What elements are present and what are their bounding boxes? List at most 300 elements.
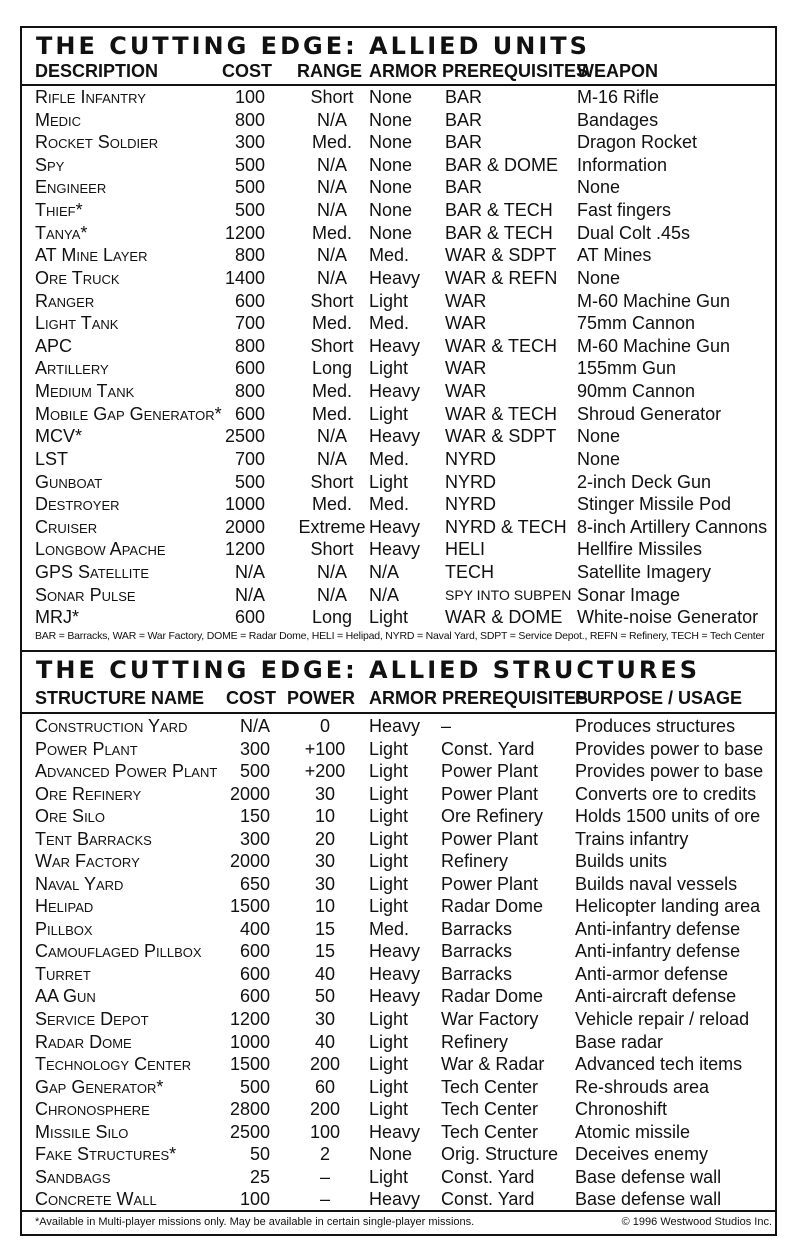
structure-cost: 600 [239,941,270,962]
unit-armor: None [369,222,413,243]
structure-name: Power Plant [35,738,138,759]
structure-armor: Light [369,896,409,917]
unit-armor: Light [369,607,409,628]
structure-prerequisites: Radar Dome [441,896,544,917]
structure-prerequisites: Orig. Structure [441,1144,559,1165]
structure-power: 15 [314,918,336,939]
structure-power: – [319,1189,330,1210]
structure-name: Gap Generator* [35,1076,164,1097]
structure-power: +100 [304,738,346,759]
table-row [35,963,776,986]
unit-range: Med. [311,403,353,424]
table-row [35,1143,776,1166]
unit-prerequisites: WAR & DOME [445,607,563,628]
structure-name: Turret [35,963,91,984]
unit-weapon: Information [577,154,668,175]
table-row [35,1053,776,1076]
unit-armor: Light [369,403,409,424]
unit-name: Spy [35,154,65,175]
structure-name: Concrete Wall [35,1189,157,1210]
unit-range: Long [311,358,353,379]
unit-weapon: Dual Colt .45s [577,222,691,243]
structure-prerequisites: Ore Refinery [441,806,544,827]
structures-title: THE CUTTING EDGE: ALLIED STRUCTURES [36,656,701,684]
unit-range: Long [311,607,353,628]
unit-range: N/A [316,154,347,175]
unit-cost: 100 [234,87,265,107]
unit-armor: Med. [369,313,410,334]
structure-cost: 2800 [229,1099,270,1120]
structure-armor: Light [369,1166,409,1187]
structure-cost: 300 [239,738,270,759]
unit-range: N/A [316,200,347,221]
unit-weapon: M-16 Rifle [577,87,660,107]
structure-armor: Heavy [369,1189,421,1210]
unit-range: Short [310,290,354,311]
table-row [35,918,776,941]
units-header-weapon: WEAPON [577,61,658,81]
table-row [35,380,776,403]
unit-cost: 500 [234,200,265,221]
unit-name: Artillery [35,358,109,379]
structures-header-power: POWER [287,688,356,708]
structure-purpose: Builds units [575,851,668,872]
unit-prerequisites: WAR & REFN [445,267,558,288]
unit-weapon: Bandages [577,109,659,130]
unit-prerequisites: HELI [445,539,486,560]
table-row [35,738,776,761]
unit-range: Med. [311,313,353,334]
unit-weapon: None [577,177,621,198]
structure-armor: Light [369,1099,409,1120]
structure-name: War Factory [35,851,140,872]
structure-prerequisites: Tech Center [441,1076,539,1097]
unit-weapon: M-60 Machine Gun [577,290,731,311]
unit-range: Med. [311,381,353,402]
structures-header-armor: ARMOR [369,688,437,708]
unit-cost: 2000 [224,516,265,537]
structure-armor: Heavy [369,716,421,736]
table-row [35,606,776,629]
unit-name: Tanya* [35,222,88,243]
table-row [35,131,776,154]
structure-name: Ore Refinery [35,783,142,804]
structure-prerequisites: Barracks [441,941,513,962]
unit-armor: Light [369,358,409,379]
units-header-description: DESCRIPTION [35,61,159,81]
structure-armor: Light [369,783,409,804]
unit-armor: None [369,87,413,107]
unit-armor: Light [369,290,409,311]
structure-armor: Light [369,1076,409,1097]
unit-weapon: 8-inch Artillery Cannons [577,516,768,537]
unit-cost: 600 [234,403,265,424]
unit-name: Destroyer [35,494,120,515]
structure-purpose: Builds naval vessels [575,873,738,894]
unit-cost: 700 [234,313,265,334]
structure-purpose: Converts ore to credits [575,783,757,804]
structure-purpose: Base defense wall [575,1166,722,1187]
structure-name: Sandbags [35,1166,111,1187]
table-row [35,244,776,267]
unit-armor: None [369,154,413,175]
footnote: *Available in Multi-player missions only. May be available in certain single-player missions. [35,1216,475,1228]
unit-prerequisites: BAR [445,109,483,130]
unit-range: N/A [316,448,347,469]
copyright: © 1996 Westwood Studios Inc. [621,1216,772,1228]
structure-name: Service Depot [35,1009,149,1030]
unit-armor: None [369,132,413,153]
unit-weapon: Dragon Rocket [577,132,698,153]
structure-name: Camouflaged Pillbox [35,941,202,962]
unit-name: MCV* [35,426,83,447]
table-row [35,1188,776,1211]
unit-cost: 1000 [224,494,265,515]
structure-armor: Light [369,806,409,827]
units-title: THE CUTTING EDGE: ALLIED UNITS [36,32,590,60]
structure-prerequisites: Barracks [441,918,513,939]
structure-power: 200 [309,1099,341,1120]
structure-armor: Heavy [369,941,421,962]
table-row [35,86,776,109]
structure-cost: 300 [239,828,270,849]
structures-header-cost: COST [226,688,277,708]
structure-cost: 1200 [229,1009,270,1030]
unit-weapon: Sonar Image [577,584,681,605]
structure-prerequisites: War Factory [441,1009,539,1030]
unit-prerequisites: WAR & TECH [445,403,558,424]
structure-cost: 2000 [229,783,270,804]
structure-cost: 500 [239,761,270,782]
unit-cost: 800 [234,245,265,266]
structure-prerequisites: Const. Yard [441,1166,535,1187]
unit-name: Thief* [35,200,83,221]
table-row [35,222,776,245]
structure-cost: 1000 [229,1031,270,1052]
unit-armor: Med. [369,494,410,515]
structure-cost: 2000 [229,851,270,872]
unit-weapon: None [577,267,621,288]
unit-name: Medic [35,109,82,130]
table-row [35,715,776,738]
structure-cost: 150 [239,806,270,827]
structure-purpose: Anti-armor defense [575,963,729,984]
structure-power: 40 [314,963,336,984]
table-row [35,448,776,471]
unit-prerequisites: NYRD [445,448,497,469]
structure-purpose: Trains infantry [575,828,689,849]
unit-prerequisites: BAR & TECH [445,222,553,243]
unit-name: Gunboat [35,471,103,492]
structures-header-prerequisites: PREREQUISITES [442,688,589,708]
unit-armor: Heavy [369,516,421,537]
unit-range: Med. [311,132,353,153]
unit-prerequisites: BAR [445,177,483,198]
unit-cost: 800 [234,381,265,402]
structure-purpose: Anti-infantry defense [575,941,741,962]
table-row [35,940,776,963]
table-row [35,1008,776,1031]
table-row [35,493,776,516]
unit-cost: 800 [234,335,265,356]
unit-cost: 500 [234,177,265,198]
structure-prerequisites: War & Radar [441,1054,545,1075]
structure-name: Tent Barracks [35,828,152,849]
structure-purpose: Provides power to base [575,761,764,782]
unit-armor: Heavy [369,381,421,402]
unit-weapon: Fast fingers [577,200,672,221]
unit-weapon: 90mm Cannon [577,381,696,402]
unit-name: Medium Tank [35,381,135,402]
unit-prerequisites: BAR [445,87,483,107]
table-row [35,760,776,783]
structure-power: 10 [314,896,336,917]
structure-prerequisites: Power Plant [441,873,539,894]
structure-name: Radar Dome [35,1031,132,1052]
structure-power: 50 [314,986,336,1007]
structure-armor: Light [369,828,409,849]
structure-power: – [319,1166,330,1187]
structure-name: Advanced Power Plant [35,761,218,782]
unit-name: MRJ* [35,607,79,628]
table-row [35,290,776,313]
unit-weapon: Satellite Imagery [577,562,712,583]
unit-range: Med. [311,494,353,515]
structure-cost: 500 [239,1076,270,1097]
unit-armor: Heavy [369,335,421,356]
unit-cost: 700 [234,448,265,469]
unit-armor: Med. [369,448,410,469]
unit-range: N/A [316,426,347,447]
structure-purpose: Helicopter landing area [575,896,761,917]
unit-cost: 300 [234,132,265,153]
unit-prerequisites: NYRD & TECH [445,516,567,537]
structure-power: 15 [314,941,336,962]
structure-purpose: Deceives enemy [575,1144,709,1165]
table-row [35,154,776,177]
unit-range: Short [310,471,354,492]
unit-name: Ranger [35,290,95,311]
structure-prerequisites: Tech Center [441,1121,539,1142]
structure-purpose: Base radar [575,1031,664,1052]
structure-purpose: Vehicle repair / reload [575,1009,750,1030]
structure-power: 200 [309,1054,341,1075]
unit-cost: 2500 [224,426,265,447]
structures-header-row [35,688,776,710]
table-row [35,1121,776,1144]
unit-range: N/A [316,267,347,288]
units-legend: BAR = Barracks, WAR = War Factory, DOME = Radar Dome, HELI = Helipad, NYRD = Naval Yard, SDPT = Service Depot., REFN = Refinery, TECH = Tech Center [35,630,765,642]
unit-prerequisites: BAR & TECH [445,200,553,221]
structure-power: 30 [314,783,336,804]
unit-range: Med. [311,222,353,243]
structure-armor: Med. [369,918,410,939]
structure-name: Naval Yard [35,873,124,894]
footer-rule [21,1210,776,1212]
table-row [35,109,776,132]
unit-cost: 800 [234,109,265,130]
unit-prerequisites: NYRD [445,494,497,515]
structure-name: Construction Yard [35,716,188,736]
unit-weapon: 2-inch Deck Gun [577,471,712,492]
unit-name: Longbow Apache [35,539,166,560]
structure-prerequisites: Refinery [441,851,509,872]
table-row [35,425,776,448]
structure-armor: Light [369,1054,409,1075]
unit-prerequisites: WAR [445,358,487,379]
unit-armor: None [369,177,413,198]
structure-armor: Light [369,1009,409,1030]
structures-header-rule [21,712,776,714]
unit-armor: Heavy [369,267,421,288]
structure-cost: 2500 [229,1121,270,1142]
structure-purpose: Anti-aircraft defense [575,986,737,1007]
structure-name: AA Gun [35,986,96,1007]
table-row [35,335,776,358]
structures-header-purpose: PURPOSE / USAGE [575,688,743,708]
structure-purpose: Advanced tech items [575,1054,743,1075]
structure-name: Chronosphere [35,1099,150,1120]
unit-name: AT Mine Layer [35,245,148,266]
structure-power: 20 [314,828,336,849]
structure-prerequisites: Radar Dome [441,986,544,1007]
unit-armor: Heavy [369,426,421,447]
unit-range: N/A [316,584,347,605]
unit-weapon: Hellfire Missiles [577,539,703,560]
unit-weapon: White-noise Generator [577,607,759,628]
structure-armor: Light [369,1031,409,1052]
unit-prerequisites: TECH [445,562,494,583]
unit-prerequisites: WAR [445,313,487,334]
structure-cost: 650 [239,873,270,894]
table-row [35,471,776,494]
structure-prerequisites: Tech Center [441,1099,539,1120]
unit-cost: 500 [234,471,265,492]
structure-purpose: Produces structures [575,716,736,736]
unit-range: N/A [316,245,347,266]
table-row [35,176,776,199]
table-row [35,561,776,584]
structure-armor: Heavy [369,1121,421,1142]
unit-prerequisites: NYRD [445,471,497,492]
structure-prerequisites: Power Plant [441,828,539,849]
structure-power: +200 [304,761,346,782]
unit-armor: N/A [369,562,400,583]
structure-armor: None [369,1144,413,1165]
unit-range: N/A [316,562,347,583]
unit-armor: None [369,200,413,221]
unit-prerequisites: WAR [445,381,487,402]
structure-armor: Light [369,738,409,759]
units-header-cost: COST [222,61,273,81]
unit-cost: 1200 [224,222,265,243]
structure-prerequisites: Const. Yard [441,1189,535,1210]
unit-name: Sonar Pulse [35,584,136,605]
structure-armor: Light [369,761,409,782]
unit-name: Light Tank [35,313,119,334]
structure-cost: 1500 [229,896,270,917]
structure-prerequisites: Power Plant [441,783,539,804]
unit-name: Cruiser [35,516,98,537]
unit-armor: None [369,109,413,130]
table-row [35,805,776,828]
unit-armor: Med. [369,245,410,266]
structure-name: Helipad [35,896,94,917]
structure-cost: 25 [249,1166,270,1187]
structure-cost: 1500 [229,1054,270,1075]
unit-weapon: 155mm Gun [577,358,677,379]
unit-cost: 600 [234,358,265,379]
structure-purpose: Base defense wall [575,1189,722,1210]
table-row [35,895,776,918]
table-row [35,1076,776,1099]
structure-name: Ore Silo [35,806,106,827]
unit-range: N/A [316,109,347,130]
structure-purpose: Anti-infantry defense [575,918,741,939]
structure-prerequisites: Barracks [441,963,513,984]
unit-weapon: M-60 Machine Gun [577,335,731,356]
table-row [35,783,776,806]
unit-name: Ore Truck [35,267,120,288]
unit-name: Engineer [35,177,107,198]
unit-cost: 600 [234,290,265,311]
structure-power: 30 [314,873,336,894]
structure-purpose: Provides power to base [575,738,764,759]
structure-cost: N/A [239,716,270,736]
unit-range: Short [310,335,354,356]
structure-name: Technology Center [35,1054,192,1075]
table-row [35,312,776,335]
structure-power: 30 [314,851,336,872]
structure-armor: Light [369,873,409,894]
unit-prerequisites: WAR & TECH [445,335,558,356]
structure-cost: 600 [239,986,270,1007]
unit-weapon: 75mm Cannon [577,313,696,334]
table-row [35,850,776,873]
units-header-prerequisites: PREREQUISITES [442,61,589,81]
unit-name: LST [35,448,69,469]
table-row [35,267,776,290]
unit-name: Rocket Soldier [35,132,159,153]
structure-cost: 50 [249,1144,270,1165]
table-row [35,403,776,426]
unit-range: Short [310,87,354,107]
unit-weapon: AT Mines [577,245,652,266]
table-row [35,357,776,380]
unit-cost: 500 [234,154,265,175]
table-row [35,873,776,896]
unit-cost: 600 [234,607,265,628]
structure-cost: 400 [239,918,270,939]
unit-prerequisites: WAR & SDPT [445,426,557,447]
table-row [35,828,776,851]
structure-prerequisites: Power Plant [441,761,539,782]
unit-weapon: None [577,426,621,447]
unit-name: GPS Satellite [35,562,150,583]
structure-purpose: Chronoshift [575,1099,668,1120]
unit-name: Mobile Gap Generator* [35,403,222,424]
structure-prerequisites: Refinery [441,1031,509,1052]
unit-cost: N/A [234,562,265,583]
structure-name: Missile Silo [35,1121,129,1142]
unit-prerequisites: WAR & SDPT [445,245,557,266]
table-row [35,516,776,539]
structure-name: Fake Structures* [35,1144,177,1165]
unit-armor: Heavy [369,539,421,560]
structure-cost: 100 [239,1189,270,1210]
unit-armor: N/A [369,584,400,605]
structure-power: 30 [314,1009,336,1030]
